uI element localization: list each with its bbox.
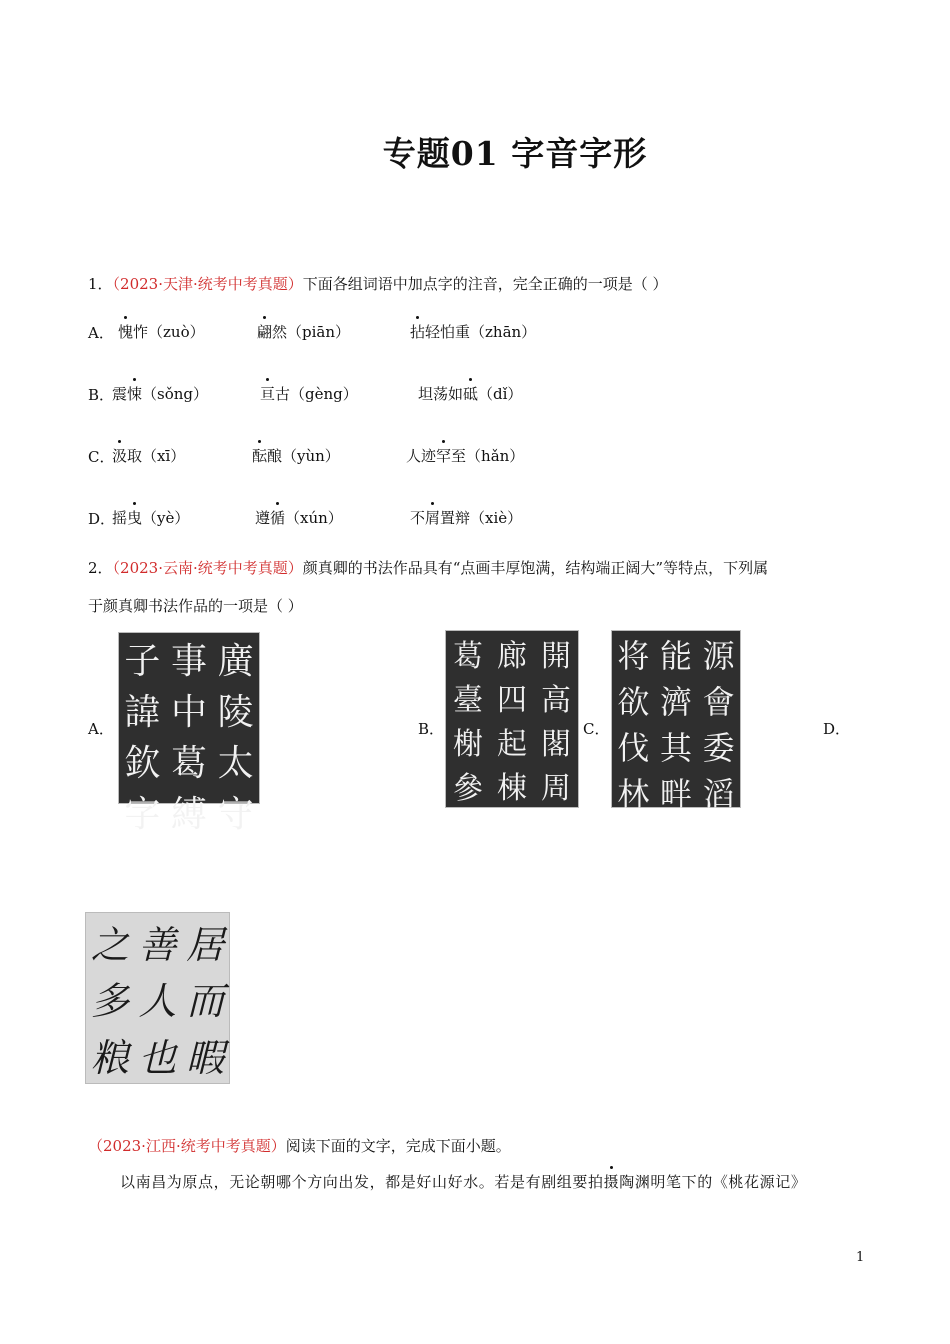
word-suffix: 置辩（xiè） xyxy=(440,509,523,527)
word-prefix: 不 xyxy=(410,509,426,527)
question-3-stem xyxy=(88,1136,511,1156)
calligraphy-char: 縛 xyxy=(170,794,207,835)
calligraphy-char: 棟 xyxy=(497,771,527,806)
q1-option-2-word-1 xyxy=(112,384,208,404)
calligraphy-char: 周 xyxy=(541,771,571,806)
option-a-label: A． xyxy=(88,720,114,738)
dotted-char: 摄 xyxy=(603,1173,620,1191)
dotted-char: 曳 xyxy=(127,509,143,527)
calligraphy-char: 會 xyxy=(702,683,735,721)
word-prefix: 震 xyxy=(112,385,128,403)
dotted-char: 汲 xyxy=(112,447,128,465)
dotted-char: 亘 xyxy=(260,385,276,403)
question-source: （2023·云南·统考中考真题） xyxy=(112,559,303,577)
calligraphy-char: 葛 xyxy=(453,639,483,674)
calligraphy-char: 起 xyxy=(497,727,527,762)
q1-option-4-word-2 xyxy=(255,508,343,528)
option-d-label: D． xyxy=(823,720,851,738)
q1-option-1-label: A． xyxy=(88,324,114,342)
question-1-stem xyxy=(88,274,668,294)
calligraphy-char: 委 xyxy=(702,729,735,767)
calligraphy-char: 其 xyxy=(659,729,692,767)
calligraphy-char: 多 xyxy=(90,979,129,1024)
calligraphy-char: 榭 xyxy=(453,727,483,762)
calligraphy-char: 諱 xyxy=(124,692,161,733)
calligraphy-char: 暇 xyxy=(186,1036,225,1081)
calligraphy-char: 之 xyxy=(90,922,129,967)
calligraphy-char: 葛 xyxy=(170,743,207,784)
word-suffix: 取（xī） xyxy=(127,447,186,465)
passage-text: 陶渊明笔下的《桃花源记》 xyxy=(619,1173,807,1191)
calligraphy-char: 字 xyxy=(124,794,161,835)
question-number: 1． xyxy=(88,275,113,293)
calligraphy-char: 事 xyxy=(170,641,207,682)
word-suffix: 至（hǎn） xyxy=(451,447,525,465)
q1-option-2-word-3 xyxy=(418,384,522,404)
calligraphy-char: 伐 xyxy=(617,729,650,767)
word-suffix: （dǐ） xyxy=(478,385,523,403)
calligraphy-char: 滔 xyxy=(702,775,735,813)
q1-option-3-word-2 xyxy=(252,446,340,466)
calligraphy-char: 欲 xyxy=(617,683,650,721)
word-prefix: 遵 xyxy=(255,509,271,527)
calligraphy-char: 濟 xyxy=(659,683,692,721)
q1-option-1-word-3 xyxy=(410,322,536,342)
dotted-char: 拈 xyxy=(410,323,426,341)
question-source: （2023·江西·统考中考真题） xyxy=(88,1137,286,1155)
q1-option-4-word-3 xyxy=(410,508,522,528)
word-prefix: 人迹 xyxy=(406,447,437,465)
q1-option-2-word-2 xyxy=(260,384,358,404)
question-2-stem xyxy=(88,558,768,578)
q1-option-1-word-1 xyxy=(118,322,205,342)
calligraphy-char: 林 xyxy=(617,775,650,813)
calligraphy-char: 守 xyxy=(217,794,254,835)
word-suffix: 怍（zuò） xyxy=(133,323,205,341)
dotted-char: 愧 xyxy=(118,323,134,341)
word-suffix: （sǒng） xyxy=(142,385,209,403)
calligraphy-char: 欽 xyxy=(124,743,161,784)
dotted-char: 砥 xyxy=(463,385,479,403)
word-suffix: （yè） xyxy=(142,509,190,527)
word-suffix: 轻怕重（zhān） xyxy=(425,323,537,341)
dotted-char: 罕 xyxy=(436,447,452,465)
question-source: （2023·天津·统考中考真题） xyxy=(112,275,303,293)
word-suffix: 然（piān） xyxy=(272,323,351,341)
q1-option-4-word-1 xyxy=(112,508,189,528)
dotted-char: 悚 xyxy=(127,385,143,403)
word-prefix: 摇 xyxy=(112,509,128,527)
calligraphy-char: 畔 xyxy=(659,775,692,813)
dotted-char: 屑 xyxy=(425,509,441,527)
question-number: 2． xyxy=(88,559,113,577)
word-suffix: 古（gèng） xyxy=(275,385,358,403)
page-number: 1 xyxy=(856,1250,865,1265)
calligraphy-char: 善 xyxy=(138,922,177,967)
page-title: 专题01 字音字形 xyxy=(382,134,648,173)
calligraphy-char: 粮 xyxy=(90,1036,129,1081)
calligraphy-char: 閣 xyxy=(541,727,571,762)
calligraphy-char: 廊 xyxy=(497,639,527,674)
calligraphy-char: 陵 xyxy=(217,692,254,733)
word-prefix: 坦荡如 xyxy=(418,385,464,403)
calligraphy-image-b xyxy=(445,630,579,808)
calligraphy-char: 臺 xyxy=(453,683,483,718)
q1-option-3-label: C． xyxy=(88,448,115,466)
question-text: 颜真卿的书法作品具有“点画丰厚饱满，结构端正阔大”等特点，下列属 xyxy=(302,559,769,577)
dotted-char: 酝 xyxy=(252,447,268,465)
calligraphy-char: 高 xyxy=(541,683,571,718)
calligraphy-image-d xyxy=(85,912,230,1084)
calligraphy-char: 中 xyxy=(170,692,207,733)
dotted-char: 翩 xyxy=(257,323,273,341)
calligraphy-char: 能 xyxy=(659,637,692,675)
calligraphy-char: 人 xyxy=(138,979,177,1024)
question-text: 阅读下面的文字，完成下面小题。 xyxy=(285,1137,511,1155)
q1-option-2-label: B． xyxy=(88,386,115,404)
calligraphy-char: 太 xyxy=(217,743,254,784)
option-b-label: B． xyxy=(418,720,445,738)
calligraphy-char: 源 xyxy=(702,637,735,675)
dotted-char: 循 xyxy=(270,509,286,527)
question-text: 下面各组词语中加点字的注音，完全正确的一项是（ ） xyxy=(302,275,668,293)
calligraphy-char: 居 xyxy=(186,922,225,967)
word-suffix: （xún） xyxy=(285,509,343,527)
calligraphy-image-a xyxy=(118,632,260,835)
word-suffix: 酿（yùn） xyxy=(267,447,340,465)
reading-passage xyxy=(120,1172,806,1192)
calligraphy-char: 也 xyxy=(138,1036,177,1081)
q1-option-4-label: D． xyxy=(88,510,116,528)
calligraphy-char: 四 xyxy=(497,683,527,718)
calligraphy-char: 廣 xyxy=(217,641,254,682)
calligraphy-char: 将 xyxy=(617,637,650,675)
calligraphy-image-c xyxy=(611,630,741,813)
option-c-label: C． xyxy=(583,720,610,738)
q1-option-3-word-1 xyxy=(112,446,185,466)
calligraphy-char: 開 xyxy=(541,639,571,674)
calligraphy-char: 子 xyxy=(124,641,161,682)
question-2-stem-cont: 于颜真卿书法作品的一项是（ ） xyxy=(88,597,303,615)
q1-option-1-word-2 xyxy=(257,322,350,342)
passage-text: 以南昌为原点，无论朝哪个方向出发，都是好山好水。若是有剧组要拍 xyxy=(120,1173,604,1191)
calligraphy-char: 參 xyxy=(453,771,483,806)
calligraphy-char: 而 xyxy=(186,979,225,1024)
q1-option-3-word-3 xyxy=(406,446,524,466)
